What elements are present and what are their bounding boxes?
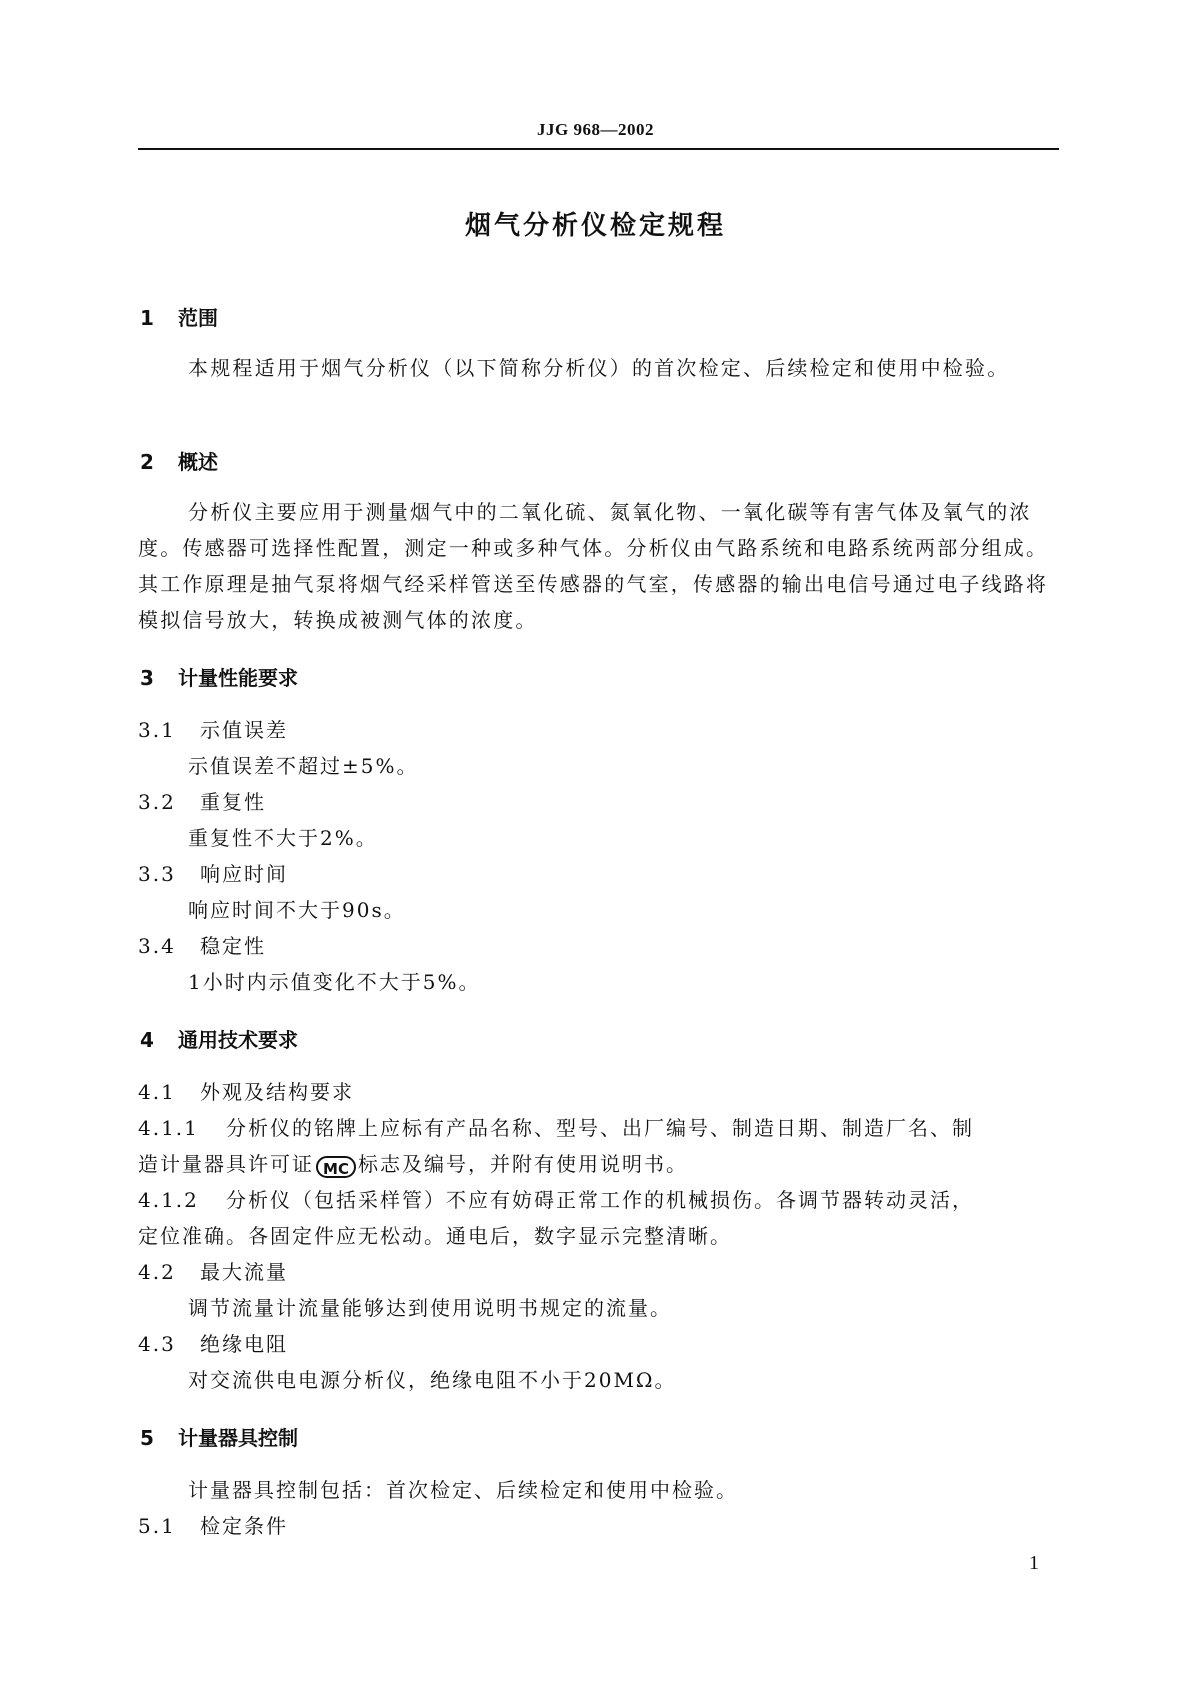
item-text: 分析仪（包括采样管）不应有妨碍正常工作的机械损伤。各调节器转动灵活， — [226, 1188, 974, 1212]
item-4-1-1-line-2 — [138, 1148, 688, 1178]
section-5-heading — [140, 1422, 298, 1451]
item-number: 4.3 — [138, 1332, 176, 1356]
item-title: 重复性 — [200, 790, 266, 814]
item-3-2-body: 重复性不大于2%。 — [188, 826, 378, 850]
item-number: 3.1 — [138, 718, 176, 742]
paragraph-text: 分析仪主要应用于测量烟气中的二氧化硫、氮氧化物、一氧化碳等有害气体及氧气的浓度。传感器可选择性配置，测定一种或多种气体。分析仪由气路系统和电路系统两部分组成。其工作原理是抽气泵将烟气经采样管送至传感器的气室，传感器的输出电信号通过电子线路将模拟信号放大，转换成被测气体的浓度。 — [138, 500, 1049, 632]
section-number: 2 — [140, 450, 154, 474]
section-number: 1 — [140, 306, 154, 330]
section-number: 5 — [140, 1426, 154, 1450]
item-3-1-body: 示值误差不超过±5%。 — [188, 754, 419, 778]
item-number: 3.2 — [138, 790, 176, 814]
section-2-heading — [140, 446, 218, 475]
item-4-1-2-line-1 — [138, 1184, 974, 1213]
standard-code: JJG 968—2002 — [537, 120, 654, 139]
item-3-3-heading — [138, 858, 288, 887]
section-number: 3 — [140, 666, 154, 690]
item-5-1-heading — [138, 1510, 288, 1539]
section-2-paragraph — [138, 494, 1059, 638]
item-title: 绝缘电阻 — [200, 1332, 288, 1356]
section-title: 计量性能要求 — [178, 666, 298, 690]
item-number: 4.2 — [138, 1260, 176, 1284]
item-number: 4.1.1 — [138, 1116, 199, 1140]
item-4-2-heading — [138, 1256, 288, 1285]
item-3-4-body: 1小时内示值变化不大于5%。 — [188, 970, 481, 994]
item-text: 分析仪的铭牌上应标有产品名称、型号、出厂编号、制造日期、制造厂名、制 — [226, 1116, 974, 1140]
item-number: 4.1 — [138, 1080, 176, 1104]
item-title: 稳定性 — [200, 934, 266, 958]
item-title: 示值误差 — [200, 718, 288, 742]
section-5-paragraph: 计量器具控制包括：首次检定、后续检定和使用中检验。 — [188, 1478, 738, 1502]
item-4-1-heading — [138, 1076, 354, 1105]
item-title: 响应时间 — [200, 862, 288, 886]
section-title: 范围 — [178, 306, 218, 330]
item-title: 检定条件 — [200, 1514, 288, 1538]
section-1-paragraph — [138, 350, 1059, 386]
page-number: 1 — [1029, 1552, 1039, 1574]
item-4-3-heading — [138, 1328, 288, 1357]
item-text: 造计量器具许可证 — [138, 1152, 314, 1176]
item-4-3-body: 对交流供电电源分析仪，绝缘电阻不小于20MΩ。 — [188, 1368, 677, 1392]
section-title: 通用技术要求 — [178, 1028, 298, 1052]
section-3-heading — [140, 662, 298, 691]
section-1-heading — [140, 302, 218, 331]
item-4-2-body: 调节流量计流量能够达到使用说明书规定的流量。 — [188, 1296, 672, 1320]
item-title: 外观及结构要求 — [200, 1080, 354, 1104]
document-title: 烟气分析仪检定规程 — [464, 211, 726, 241]
item-3-1-heading — [138, 714, 288, 743]
item-title: 最大流量 — [200, 1260, 288, 1284]
section-number: 4 — [140, 1028, 154, 1052]
item-3-4-heading — [138, 930, 266, 959]
mc-license-mark: MC — [316, 1156, 356, 1178]
item-number: 3.3 — [138, 862, 176, 886]
item-number: 3.4 — [138, 934, 176, 958]
item-text: 标志及编号，并附有使用说明书。 — [358, 1152, 688, 1176]
section-title: 概述 — [178, 450, 218, 474]
item-3-2-heading — [138, 786, 266, 815]
item-number: 5.1 — [138, 1514, 176, 1538]
item-4-1-2-line-2: 定位准确。各固定件应无松动。通电后，数字显示完整清晰。 — [138, 1224, 732, 1248]
item-number: 4.1.2 — [138, 1188, 199, 1212]
item-4-1-1-line-1 — [138, 1112, 974, 1141]
section-title: 计量器具控制 — [178, 1426, 298, 1450]
header-rule — [138, 148, 1059, 150]
section-4-heading — [140, 1024, 298, 1053]
item-3-3-body: 响应时间不大于90s。 — [188, 898, 406, 922]
paragraph-text: 本规程适用于烟气分析仪（以下简称分析仪）的首次检定、后续检定和使用中检验。 — [188, 356, 1010, 380]
